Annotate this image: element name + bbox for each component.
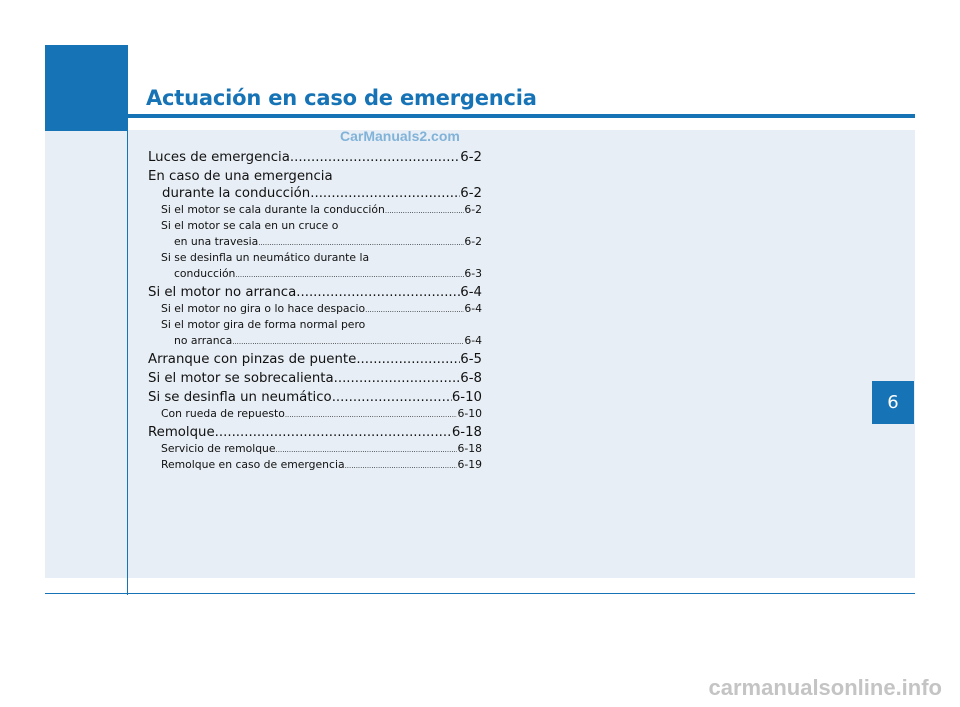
toc-subentry[interactable] [148, 301, 482, 317]
toc-entry-page: 6-4 [464, 334, 482, 347]
toc-entry-label: en una travesia [174, 235, 259, 248]
header-rule [127, 114, 915, 118]
page-title: Actuación en caso de emergencia [146, 86, 537, 110]
toc-subentry[interactable] [148, 406, 482, 422]
toc-entry[interactable] [148, 149, 482, 166]
toc-entry-label: Remolque [148, 425, 215, 440]
toc-entry-label: Si el motor no gira o lo hace despacio [161, 302, 366, 315]
toc-entry-page: 6-18 [451, 425, 482, 440]
toc-entry-label: no arranca [174, 334, 233, 347]
toc-entry-label: Si se desinfla un neumático [148, 390, 332, 405]
toc-entry[interactable] [148, 389, 482, 406]
toc-entry-page: 6-5 [460, 352, 482, 367]
toc-entry-page: 6-4 [460, 285, 482, 300]
toc-entry-label: conducción [174, 267, 236, 280]
toc-entry-label: Si el motor se cala durante la conducción [161, 203, 385, 216]
table-of-contents [148, 147, 482, 473]
toc-entry-page: 6-10 [451, 390, 482, 405]
toc-subentry[interactable] [148, 333, 482, 349]
chapter-number: 6 [887, 392, 899, 413]
toc-entry-page: 6-4 [464, 302, 482, 315]
toc-entry-page: 6-3 [464, 267, 482, 280]
toc-subentry-line1: Si se desinfla un neumático durante la [161, 251, 370, 264]
toc-entry-page: 6-2 [464, 203, 482, 216]
watermark-top: CarManuals2.com [340, 128, 460, 144]
toc-subentry[interactable] [148, 266, 482, 282]
toc-subentry-line1: Si el motor gira de forma normal pero [161, 318, 366, 331]
toc-entry-page: 6-2 [464, 235, 482, 248]
corner-color-block [45, 45, 127, 131]
toc-entry-label: Arranque con pinzas de puente [148, 352, 357, 367]
toc-subentry[interactable] [148, 457, 482, 473]
chapter-tab[interactable] [872, 381, 914, 424]
toc-entry-label: Servicio de remolque [161, 442, 276, 455]
toc-entry-page: 6-18 [457, 442, 482, 455]
toc-entry[interactable] [148, 424, 482, 441]
toc-entry-label: Si el motor se sobrecalienta [148, 371, 334, 386]
toc-entry-page: 6-2 [460, 186, 482, 201]
toc-subentry[interactable] [148, 441, 482, 457]
toc-subentry[interactable] [148, 202, 482, 218]
toc-entry-label: Luces de emergencia [148, 150, 290, 165]
toc-entry-label: Remolque en caso de emergencia [161, 458, 345, 471]
toc-entry-page: 6-19 [457, 458, 482, 471]
watermark-bottom: carmanualsonline.info [708, 675, 942, 700]
toc-entry[interactable] [148, 370, 482, 387]
vertical-rule [127, 45, 128, 595]
toc-entry-page: 6-2 [460, 150, 482, 165]
toc-entry-label: Con rueda de repuesto [161, 407, 285, 420]
toc-entry[interactable] [148, 284, 482, 301]
toc-entry-page: 6-10 [457, 407, 482, 420]
toc-entry-label: Si el motor no arranca [148, 285, 297, 300]
toc-subentry-line1: Si el motor se cala en un cruce o [161, 219, 339, 232]
toc-entry-page: 6-8 [460, 371, 482, 386]
toc-entry-line1: En caso de una emergencia [148, 169, 333, 184]
bottom-rule [45, 593, 915, 594]
toc-entry[interactable] [148, 185, 482, 202]
toc-entry[interactable] [148, 351, 482, 368]
toc-entry-label: durante la conducción [162, 186, 311, 201]
toc-subentry[interactable] [148, 234, 482, 250]
